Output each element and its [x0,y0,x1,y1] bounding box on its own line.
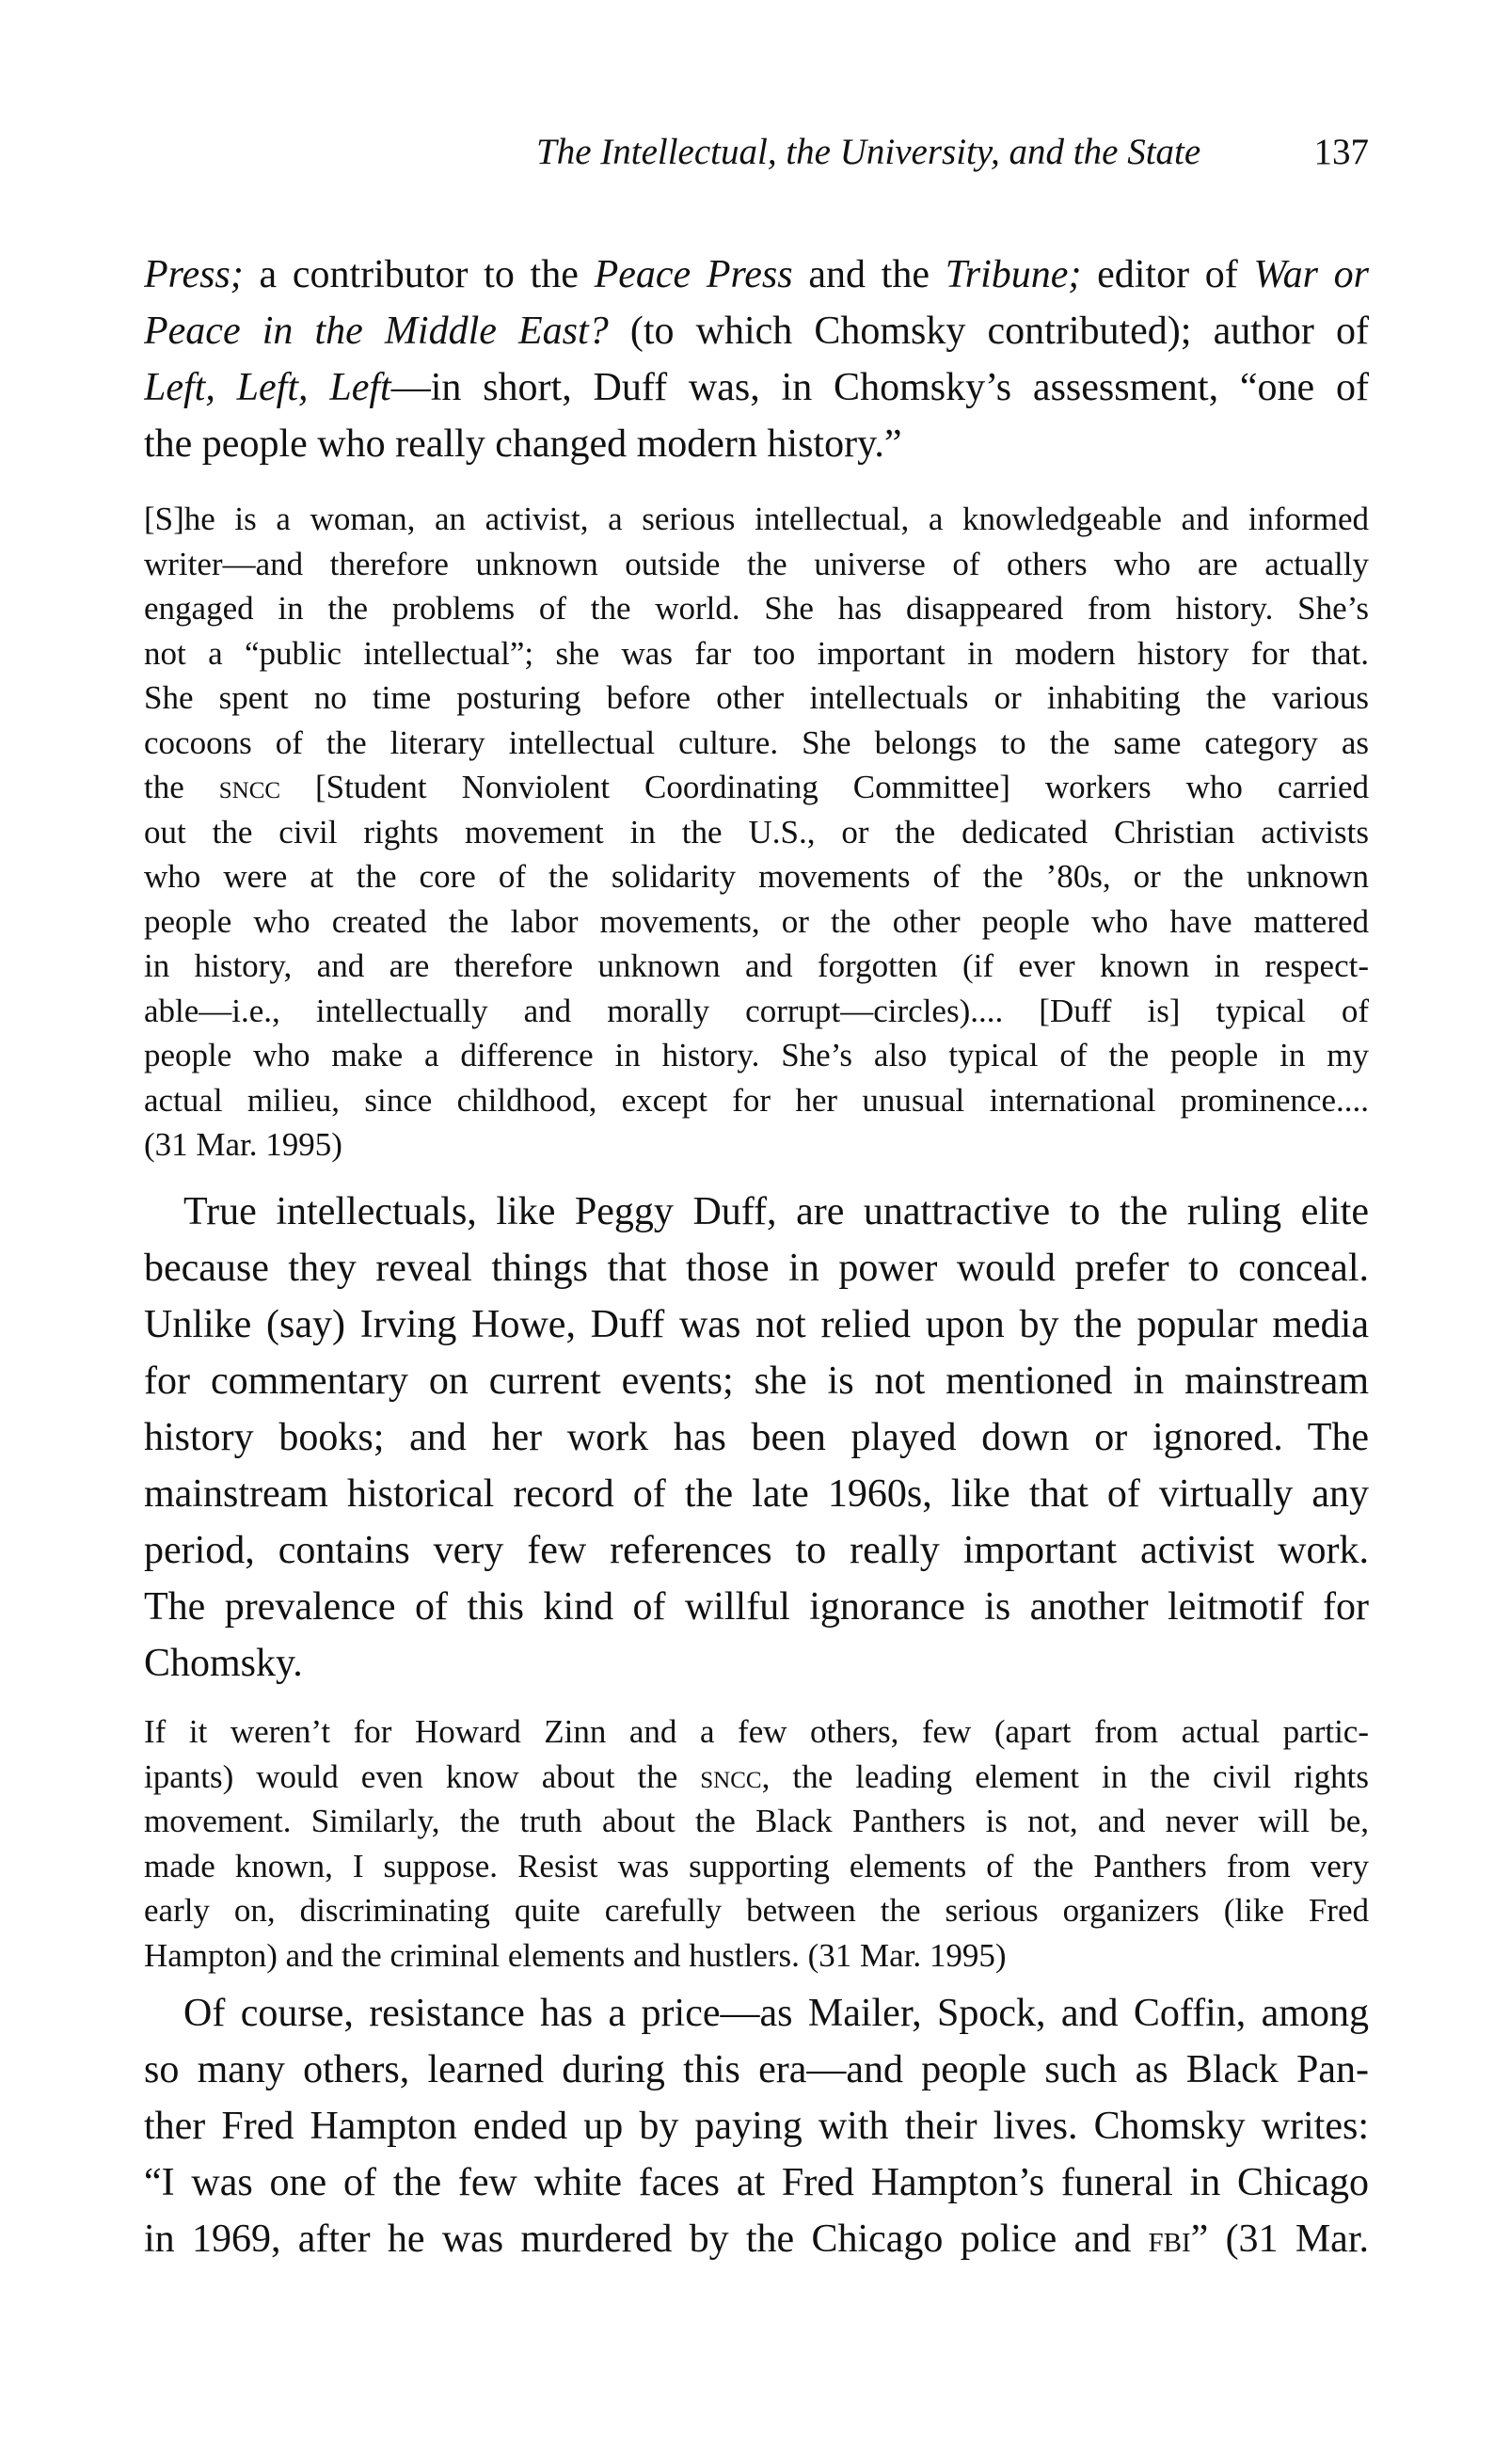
quote-line: not a “public intellectual”; she was far too important in modern history for that. [144,634,1369,672]
italic-title: Tribune; [945,253,1082,296]
paragraph-line: so many others, learned during this era—and people such as Black Pan- [144,2048,1369,2091]
quote-line: engaged in the problems of the world. She has disappeared from history. She’s [144,590,1369,627]
block-quote-1 [144,497,1369,1168]
paragraph-line: because they reveal things that those in power would prefer to conceal. [144,1247,1369,1290]
paragraph-line: period, contains very few references to really important activist work. [144,1529,1369,1572]
quote-citation: (31 Mar. 1995) [144,1126,342,1163]
paragraph-1 [144,246,1369,472]
paragraph-line [144,303,1369,359]
text-run: ipants) would even know about the [144,1757,701,1795]
paragraph-line: The prevalence of this kind of willful ignorance is another leitmotif for [144,1585,1369,1629]
page-number: 137 [1313,132,1369,172]
text-run: and the [792,253,946,296]
paragraph-line: Unlike (say) Irving Howe, Duff was not relied upon by the popular media [144,1303,1369,1346]
quote-line [144,765,1369,810]
text-run: (to which Chomsky contributed); author of [608,310,1369,353]
running-head [536,130,1369,175]
paragraph-line: mainstream historical record of the late 1960s, like that of virtually any [144,1472,1369,1516]
quote-line: in history, and are therefore unknown and forgotten (if ever known in respect- [144,947,1369,984]
paragraph-3 [144,1985,1369,2267]
text-run: , the leading element in the civil rights [761,1757,1369,1795]
paragraph-line [144,359,1369,416]
acronym-sncc: sncc [700,1757,762,1795]
quote-line: who were at the core of the solidarity movements of the ’80s, or the unknown [144,858,1369,895]
italic-title: Left, Left, Left [144,366,391,409]
text-run: in 1969, after he was murdered by the Chicago police and [144,2218,1149,2261]
quote-citation: Hampton) and the criminal elements and hustlers. (31 Mar. 1995) [144,1936,1007,1974]
paragraph-line: “I was one of the few white faces at Fred Hampton’s funeral in Chicago [144,2161,1369,2204]
paragraph-line [144,246,1369,303]
quote-line: cocoons of the literary intellectual culture. She belongs to the same category as [144,723,1369,761]
text-run: [Student Nonviolent Coordinating Committee] workers who carried [280,769,1369,805]
text-run: —in short, Duff was, in Chomsky’s assessment, “one of [390,366,1369,409]
acronym-fbi: fbi [1148,2218,1191,2261]
paragraph-line: for commentary on current events; she is not mentioned in mainstream [144,1359,1369,1403]
paragraph-line: Chomsky. [144,1642,303,1685]
text-run: a contributor to the [243,253,595,296]
quote-line: out the civil rights movement in the U.S., or the dedicated Christian activists [144,813,1369,850]
quote-line: early on, discriminating quite carefully between the serious organizers (like Fred [144,1892,1369,1929]
text-run: editor of [1081,253,1254,296]
text-run: the [144,769,219,805]
quote-line: She spent no time posturing before other intellectuals or inhabiting the various [144,679,1369,716]
quote-line: people who make a difference in history. She’s also typical of the people in my [144,1037,1369,1073]
running-head-title: The Intellectual, the University, and the State [536,132,1201,172]
paragraph-line: Of course, resistance has a price—as Mailer, Spock, and Coffin, among [183,1992,1369,2035]
italic-title: Peace in the Middle East? [144,310,609,353]
italic-title: War or [1253,253,1369,296]
quote-line [144,1755,1369,1800]
quote-line: writer—and therefore unknown outside the universe of others who are actually [144,545,1369,582]
quote-line: movement. Similarly, the truth about the Black Panthers is not, and never will be, [144,1803,1369,1839]
quote-line: able—i.e., intellectually and morally corrupt—circles).... [Duff is] typical of [144,992,1369,1029]
quote-line: made known, I suppose. Resist was supporting elements of the Panthers from very [144,1847,1369,1884]
quote-line: [S]he is a woman, an activist, a serious intellectual, a knowledgeable and informed [144,501,1369,537]
italic-title: Press; [144,253,244,296]
acronym-sncc: sncc [218,769,281,805]
paragraph-line: the people who really changed modern history.” [144,422,902,466]
quote-line: people who created the labor movements, or the other people who have mattered [144,902,1369,940]
paragraph-line: ther Fred Hampton ended up by paying with their lives. Chomsky writes: [144,2105,1369,2148]
paragraph-line [144,2211,1369,2267]
block-quote-2 [144,1709,1369,1978]
quote-line: If it weren’t for Howard Zinn and a few others, few (apart from actual partic- [144,1713,1369,1750]
quote-line: actual milieu, since childhood, except for her unusual international prominence.... [144,1081,1369,1119]
paragraph-2 [144,1184,1369,1692]
paragraph-line: True intellectuals, like Peggy Duff, are unattractive to the ruling elite [183,1190,1369,1233]
italic-title: Peace Press [594,253,793,296]
paragraph-line: history books; and her work has been played down or ignored. The [144,1416,1369,1459]
text-run: ” (31 Mar. [1190,2218,1369,2261]
